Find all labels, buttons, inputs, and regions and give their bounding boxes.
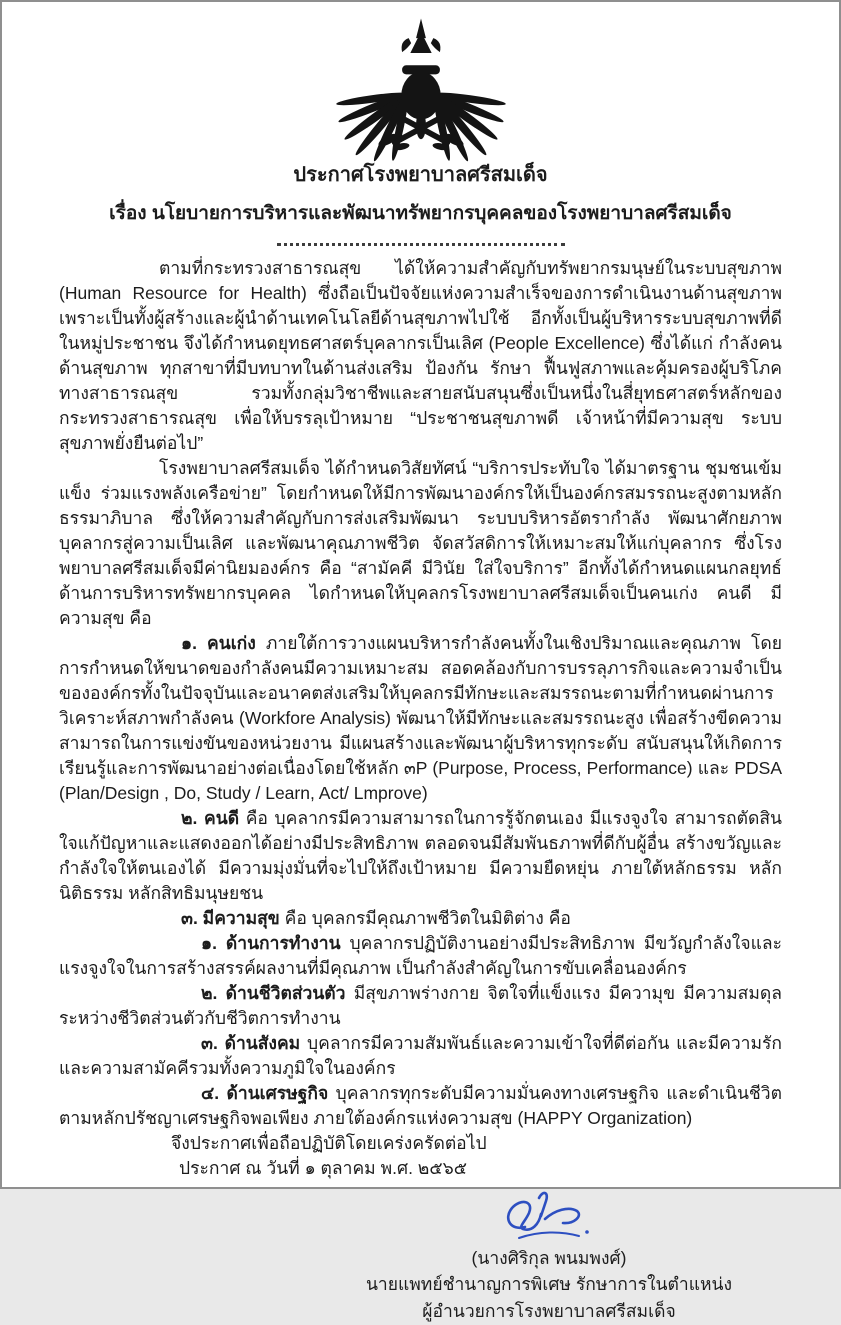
document-subject: เรื่อง นโยบายการบริหารและพัฒนาทรัพยากรบุคคลของโรงพยาบาลศรีสมเด็จ <box>109 203 732 224</box>
item-lead: ๓. ด้านสังคม <box>201 1033 301 1053</box>
garuda-right-wing <box>430 90 506 163</box>
body-paragraph <box>59 631 782 806</box>
body-paragraph <box>59 931 782 981</box>
signature-image <box>493 1185 605 1247</box>
item-lead: ๑. ด้านการทำงาน <box>201 933 341 953</box>
paragraph-text: บุคลากรมีความสัมพันธ์และความเข้าใจที่ดีต่อกัน และมีความรักและความสามัคคีรวมทั้งความภูมิใจในองค์กร <box>59 1033 783 1078</box>
signatory-position-1: นายแพทย์ชำนาญการพิเศษ รักษาการในตำแหน่ง <box>365 1274 733 1294</box>
signature-block <box>354 1185 744 1325</box>
body-paragraph <box>59 981 782 1031</box>
paragraph-text: ตามที่กระทรวงสาธารณสุข ได้ให้ความสำคัญกับทรัพยากรมนุษย์ในระบบสุขภาพ (Human Resource for Health) ซึ่งถือเป็นปัจจัยแห่งความสำเร็จของการดำเนินงานด้านสุขภาพ เพราะเป็นทั้งผู้สร้างและผู้นำด้านเทคโนโลยีด้านสุขภาพไปใช้ อีกทั้งเป็นผู้บริหารระบบสุขภาพที่ดีในหมู่ประชาชน จึงได้กำหนดยุทธศาสตร์บุคลากรเป็นเลิศ (People Excellence) ซึ่งได้แก่ กำลังคนด้านสุขภาพ ทุกสาขาที่มีบทบาทในด้านส่งเสริม ป้องกัน รักษา ฟื้นฟูสภาพและคุ้มครองผู้บริโภคทางสาธารณสุข รวมทั้งกลุ่มวิชาชีพและสายสนับสนุนซึ่งเป็นหนึ่งในสี่ยุทธศาสตร์หลักของกระทรวงสาธารณสุข เพื่อให้บรรลุเป้าหมาย “ประชาชนสุขภาพดี เจ้าหน้าที่มีความสุข ระบบสุขภาพยั่งยืนต่อไป” <box>59 258 782 453</box>
body-paragraph <box>59 256 782 456</box>
item-lead: ๑. คนเก่ง <box>181 633 256 653</box>
body-paragraph <box>59 1081 782 1131</box>
body-paragraph <box>59 806 782 906</box>
date-line: ประกาศ ณ วันที่ ๑ ตุลาคม พ.ศ. ๒๕๖๕ <box>179 1158 467 1178</box>
signatory-position-2: ผู้อำนวยการโรงพยาบาลศรีสมเด็จ <box>422 1301 676 1321</box>
garuda-left-wing <box>335 90 411 163</box>
paragraph-text: บุคลากรทุกระดับมีความมั่นคงทางเศรษฐกิจ และดำเนินชีวิตตามหลักปรัชญาเศรษฐกิจพอเพียง ภายใต้องค์กรแห่งความสุข (HAPPY Organization) <box>59 1083 782 1128</box>
item-lead: ๔. ด้านเศรษฐกิจ <box>201 1083 329 1103</box>
paragraph-text: ภายใต้การวางแผนบริหารกำลังคนทั้งในเชิงปริมาณและคุณภาพ โดยการกำหนดให้ขนาดของกำลังคนมีความเหมาะสม สอดคล้องกับการบรรลุภารกิจและความจำเป็นขององค์กรทั้งในปัจจุบันและอนาคตส่งเสริมให้บุคลกรมีทักษะและสมรรถนะตามที่กำหนดผ่านการวิเคราะห์สภาพกำลังคน (Workfore Analysis) พัฒนาให้มีทักษะและสมรรถนะสูง เพื่อสร้างขีดความสามารถในการแข่งขันของหน่วยงาน มีแผนสร้างและพัฒนาผู้บริหารทุกระดับ สนับสนุนให้เกิดการเรียนรู้และการพัฒนาอย่างต่อเนื่องโดยใช้หลัก ๓P (Purpose, Process, Performance) และ PDSA (Plan/Design , Do, Study / Learn, Act/ Lmprove) <box>59 633 782 803</box>
paragraph-text: คือ บุคลกรมีคุณภาพชีวิตในมิติต่าง คือ <box>279 908 571 928</box>
paragraph-text: โรงพยาบาลศรีสมเด็จ ได้กำหนดวิสัยทัศน์ “บริการประทับใจ ได้มาตรฐาน ชุมชนเข้มแข็ง ร่วมแรงพลังเครือข่าย” โดยกำหนดให้มีการพัฒนาองค์กรให้เป็นองค์กรสมรรถนะสูงตามหลักธรรมาภิบาล ซึ่งให้ความสำคัญกับการส่งเสริมพัฒนา ระบบบริหารอัตรากำลัง พัฒนาศักยภาพบุคลากรสู่ความเป็นเลิศ และพัฒนาคุณภาพชีวิต จัดสวัสดิการให้เหมาะสมให้แก่บุคลากร ซึ่งโรงพยาบาลศรีสมเด็จมีค่านิยมองค์กร คือ “สามัคคี มีวินัย ใส่ใจบริการ” อีกทั้งได้กำหนดแผนกลยุทธ์ด้านการบริหารทรัพยากรบุคคล ไดกำหนดให้บุคลกรโรงพยาบาลศรีสมเด็จเป็นคนเก่ง คนดี มีความสุข คือ <box>59 458 782 628</box>
closing-statement: จึงประกาศเพื่อถือปฏิบัติโดยเคร่งครัดต่อไป <box>171 1133 487 1153</box>
item-lead: ๒. คนดี <box>181 808 240 828</box>
body-paragraph <box>59 456 782 631</box>
item-lead: ๓. มีความสุข <box>181 908 280 928</box>
paragraph-text: คือ บุคลากรมีความสามารถในการรู้จักตนเอง มีแรงจูงใจ สามารถตัดสินใจแก้ปัญหาและแสดงออกได้อย่างมีประสิทธิภาพ ตลอดจนมีสัมพันธภาพที่ดีกับผู้อื่น สร้างขวัญและกำลังใจให้ตนเองได้ มีความมุ่งมั่นที่จะไปให้ถึงเป้าหมาย มีความยืดหยุ่น ภายใต้หลักธรรม หลักนิติธรรม หลักสิทธิมนุษยชน <box>59 808 782 903</box>
garuda-emblem <box>330 16 512 154</box>
signatory-name: (นางศิริกุล พนมพงศ์) <box>471 1248 627 1268</box>
body-paragraph <box>59 906 782 931</box>
paragraph-text: บุคลากรปฏิบัติงานอย่างมีประสิทธิภาพ มีขวัญกำลังใจและแรงจูงใจในการสร้างสรรค์ผลงานที่มีคุณภาพ เป็นกำลังสำคัญในการขับเคลื่อนองค์กร <box>59 933 782 978</box>
paragraph-text: มีสุขภาพร่างกาย จิตใจที่แข็งแรง มีความุข มีความสมดุลระหว่างชีวิตส่วนตัวกับชีวิตการทำงาน <box>59 983 782 1028</box>
document-title: ประกาศโรงพยาบาลศรีสมเด็จ <box>293 164 548 186</box>
item-lead: ๒. ด้านชีวิตส่วนตัว <box>201 983 346 1003</box>
document-body <box>2 246 839 1325</box>
body-paragraph <box>59 1031 782 1081</box>
